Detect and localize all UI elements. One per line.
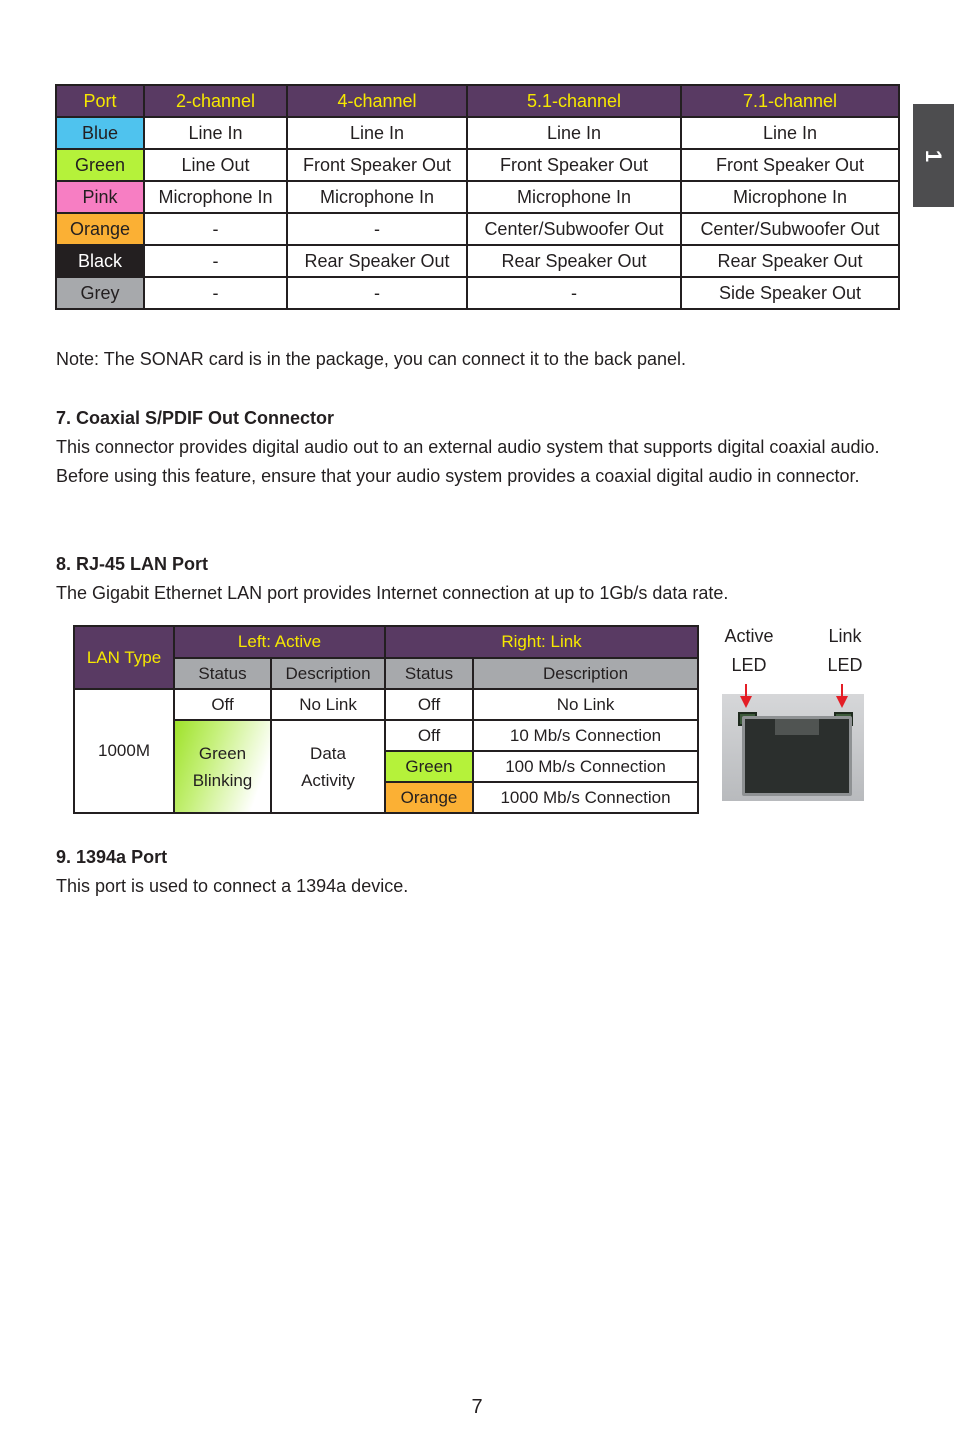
table-cell: Front Speaker Out [681,149,899,181]
section-8-heading: 8. RJ-45 LAN Port [56,554,209,574]
table-row [56,117,899,149]
table-cell: 100 Mb/s Connection [473,751,698,782]
port-color-cell: Orange [56,213,144,245]
header-4ch: 4-channel [287,85,467,117]
table-cell: Line In [287,117,467,149]
table-cell: - [144,245,287,277]
rj45-port-image [722,694,864,801]
table-cell: - [287,213,467,245]
chapter-number: 1 [921,149,947,162]
section-9-heading: 9. 1394a Port [56,847,168,867]
table-cell: Front Speaker Out [287,149,467,181]
cell-line: Activity [301,770,355,790]
table-cell: - [144,277,287,309]
lan-type-header: LAN Type [74,626,174,689]
page-number: 7 [471,1396,483,1418]
table-cell: Rear Speaker Out [467,245,681,277]
note-text: Note: The SONAR card is in the package, you can connect it to the back panel. [56,349,687,369]
left-active-header: Left: Active [174,626,385,658]
table-cell: Line In [144,117,287,149]
header-71ch: 7.1-channel [681,85,899,117]
port-color-cell: Grey [56,277,144,309]
table-cell: Front Speaker Out [467,149,681,181]
table-cell: Off [385,720,473,751]
table-cell: Microphone In [681,181,899,213]
label-line: Link [828,626,862,646]
sub-header-status: Status [385,658,473,689]
table-cell: Off [385,689,473,720]
arrow-head-icon [740,696,752,708]
port-color-cell: Blue [56,117,144,149]
header-51ch: 5.1-channel [467,85,681,117]
lan-led-table [73,625,699,814]
audio-port-table [55,84,900,310]
arrow-head-icon [836,696,848,708]
header-port: Port [56,85,144,117]
sub-header-description: Description [271,658,385,689]
rj45-socket [742,716,852,796]
table-cell: - [287,277,467,309]
right-link-header: Right: Link [385,626,698,658]
port-color-cell: Pink [56,181,144,213]
lan-type-cell: 1000M [74,689,174,813]
table-cell: Off [174,689,271,720]
table-cell: Orange [385,782,473,813]
section-7-heading: 7. Coaxial S/PDIF Out Connector [56,408,335,428]
link-led-label [815,622,875,680]
audio-table-header-row [56,85,899,117]
port-color-cell: Black [56,245,144,277]
port-color-cell: Green [56,149,144,181]
table-cell: Center/Subwoofer Out [681,213,899,245]
header-2ch: 2-channel [144,85,287,117]
cell-line: Green [198,743,247,763]
sub-header-description: Description [473,658,698,689]
table-row [56,277,899,309]
table-row [56,213,899,245]
label-line: Active [724,626,774,646]
table-cell: Green [385,751,473,782]
table-cell: Line In [681,117,899,149]
table-row [56,245,899,277]
label-line: LED [731,655,767,675]
table-row [74,689,698,720]
cell-line: Blinking [192,770,253,790]
table-cell: 10 Mb/s Connection [473,720,698,751]
section-8-body: The Gigabit Ethernet LAN port provides Internet connection at up to 1Gb/s data rate. [56,583,729,603]
table-row [56,149,899,181]
label-line: LED [827,655,863,675]
table-row [56,181,899,213]
sub-header-status: Status [174,658,271,689]
table-cell: No Link [271,689,385,720]
table-cell: - [467,277,681,309]
active-led-label [713,622,785,680]
table-cell: Line Out [144,149,287,181]
table-cell: Side Speaker Out [681,277,899,309]
table-cell: 1000 Mb/s Connection [473,782,698,813]
table-cell: Microphone In [287,181,467,213]
chapter-tab [913,104,954,207]
table-cell: Rear Speaker Out [681,245,899,277]
table-cell: No Link [473,689,698,720]
green-blinking-cell [174,720,271,813]
table-cell: Microphone In [467,181,681,213]
table-cell: Center/Subwoofer Out [467,213,681,245]
section-7-body: This connector provides digital audio out to an external audio system that supports digital coaxial audio. Before using this feature, ensure that your audio system provides a coaxial digital audio in connector. [56,437,880,486]
section-9-body: This port is used to connect a 1394a device. [56,876,409,896]
table-cell: - [144,213,287,245]
data-activity-cell [271,720,385,813]
table-cell: Microphone In [144,181,287,213]
cell-line: Data [310,743,346,763]
table-cell: Line In [467,117,681,149]
table-cell: Rear Speaker Out [287,245,467,277]
